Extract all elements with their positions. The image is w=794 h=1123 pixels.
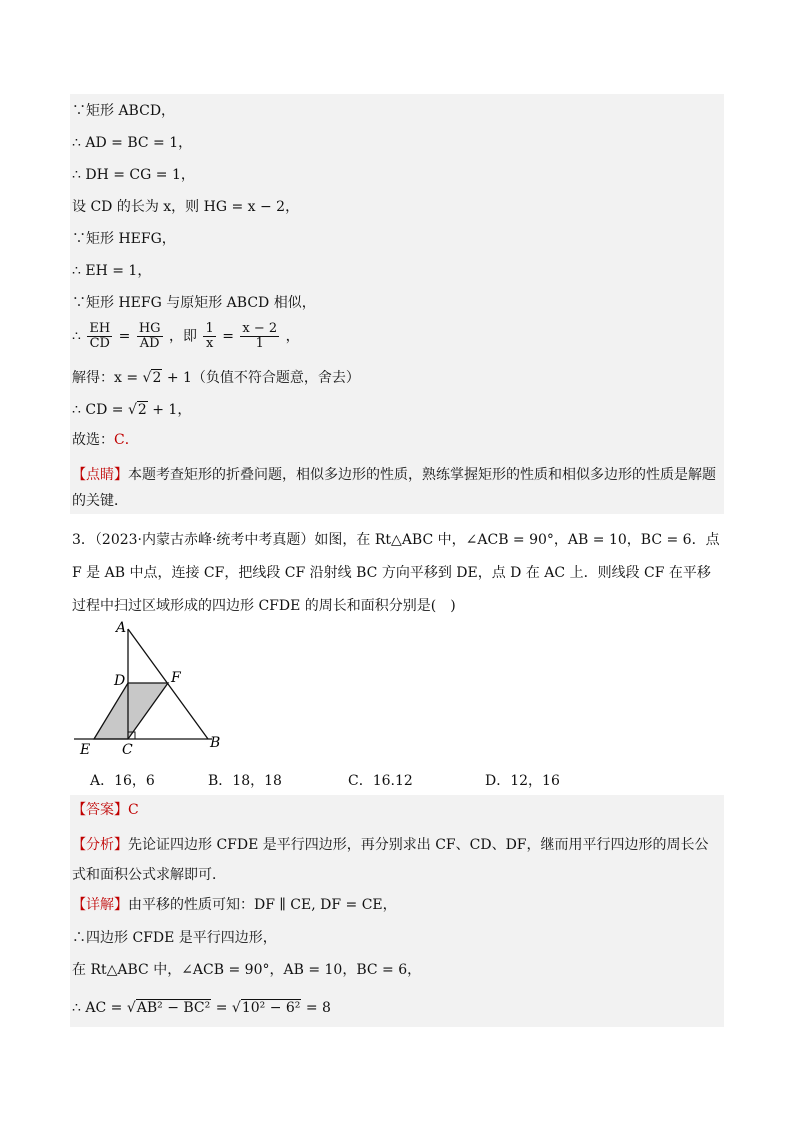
option-c[interactable]: C．16.12 bbox=[348, 773, 413, 789]
detail-tag: 【详解】 bbox=[72, 897, 128, 913]
fraction-1-x bbox=[203, 322, 215, 351]
step-line-3: ∴ DH = CG = 1， bbox=[72, 167, 195, 183]
equals-sign: = bbox=[211, 1000, 232, 1016]
sqrt-symbol: √ bbox=[126, 1000, 136, 1016]
solve-suffix: + 1（负值不符合题意，舍去） bbox=[162, 370, 360, 386]
detail-line-2: ∴四边形 CFDE 是平行四边形， bbox=[72, 930, 277, 946]
choice-prefix: 故选： bbox=[72, 432, 114, 448]
cd-result-line bbox=[72, 400, 191, 420]
answer-value: C bbox=[128, 802, 139, 818]
step-line-7: ∵矩形 HEFG 与原矩形 ABCD 相似， bbox=[72, 295, 316, 311]
cd-suffix: + 1， bbox=[147, 402, 192, 418]
answer-tag: 【答案】 bbox=[72, 802, 128, 818]
comment-tag: 【点睛】 bbox=[72, 467, 128, 483]
fraction-denominator: CD bbox=[89, 336, 110, 351]
label-e: E bbox=[80, 742, 91, 758]
solve-line bbox=[72, 368, 360, 388]
ac-result: = 8 bbox=[301, 1000, 331, 1016]
label-f: F bbox=[171, 670, 181, 686]
choice-line bbox=[72, 430, 139, 450]
fraction-numerator: 1 bbox=[205, 321, 214, 336]
sqrt-radicand: AB² − BC² bbox=[136, 1000, 211, 1016]
option-d[interactable]: D．12，16 bbox=[485, 773, 560, 789]
detail-line-4 bbox=[72, 998, 331, 1018]
label-c: C bbox=[122, 742, 133, 758]
fraction-numerator: EH bbox=[89, 321, 111, 336]
detail-line-1 bbox=[72, 895, 397, 915]
option-a[interactable]: A．16，6 bbox=[90, 773, 155, 789]
cd-prefix: ∴ CD = bbox=[72, 402, 128, 418]
fraction-denominator: x bbox=[205, 336, 214, 351]
fraction-x-2-1 bbox=[240, 322, 279, 351]
therefore-symbol: ∴ bbox=[72, 328, 81, 345]
analysis-paragraph bbox=[72, 830, 720, 890]
comment-text: 本题考查矩形的折叠问题，相似多边形的性质，熟练掌握矩形的性质和相似多边形的性质是解题的关键． bbox=[72, 467, 716, 509]
label-a: A bbox=[116, 620, 127, 636]
step-line-4: 设 CD 的长为 x，则 HG = x − 2， bbox=[72, 199, 300, 215]
ratio-connector: ，即 bbox=[169, 328, 198, 345]
sqrt-radicand: 2 bbox=[152, 370, 162, 386]
choice-answer: C． bbox=[114, 432, 139, 448]
detail-line-3: 在 Rt△ABC 中，∠ACB = 90°，AB = 10，BC = 6， bbox=[72, 962, 422, 978]
answer-line bbox=[72, 800, 139, 820]
fraction-numerator: HG bbox=[138, 321, 161, 336]
step-line-6: ∴ EH = 1， bbox=[72, 263, 152, 279]
geometry-figure bbox=[70, 615, 240, 760]
analysis-tag: 【分析】 bbox=[72, 837, 128, 853]
shaded-parallelogram bbox=[94, 683, 168, 739]
sqrt-radicand: 10² − 6² bbox=[241, 1000, 301, 1016]
label-b: B bbox=[210, 735, 221, 751]
question-3-text: 3．（2023·内蒙古赤峰·统考中考真题）如图，在 Rt△ABC 中，∠ACB = 90°，AB = 10，BC = 6．点 F 是 AB 中点，连接 CF，把线段 CF 沿射线 BC 方向平移到 DE，点 D 在 AC 上．则线段 CF 在平移过程中扫过区域形成的四边形 CFDE 的周长和面积分别是( ) bbox=[72, 532, 720, 614]
sqrt-symbol: √ bbox=[127, 402, 137, 418]
option-b[interactable]: B．18，18 bbox=[208, 773, 282, 789]
sqrt-radicand: 2 bbox=[137, 402, 147, 418]
detail-text-1: 由平移的性质可知：DF ∥ CE, DF = CE， bbox=[128, 897, 397, 913]
analysis-text: 先论证四边形 CFDE 是平行四边形，再分别求出 CF、CD、DF，继而用平行四边形的周长公式和面积公式求解即可． bbox=[72, 837, 709, 883]
fraction-denominator: AD bbox=[139, 336, 160, 351]
fraction-eh-cd bbox=[87, 322, 112, 351]
label-d: D bbox=[114, 673, 126, 689]
fraction-denominator: 1 bbox=[255, 336, 264, 351]
ac-prefix: ∴ AC = bbox=[72, 1000, 127, 1016]
step-line-2: ∴ AD = BC = 1， bbox=[72, 135, 193, 151]
sqrt-symbol: √ bbox=[142, 370, 152, 386]
sqrt-symbol: √ bbox=[231, 1000, 241, 1016]
fraction-numerator: x − 2 bbox=[242, 321, 278, 336]
fraction-hg-ad bbox=[137, 322, 163, 351]
step-line-5: ∵矩形 HEFG， bbox=[72, 231, 176, 247]
ratio-end: ， bbox=[285, 328, 300, 345]
ratio-equation: ∴ $\frac{EH}{CD}$ = $\frac{HG}{AD}$ ，即 $\frac{1}{x}$ = $\frac{x - 2}{1}$ ， bbox=[72, 321, 300, 351]
step-line-1: ∵矩形 ABCD， bbox=[72, 103, 176, 119]
solve-prefix: 解得：x = bbox=[72, 370, 143, 386]
comment-paragraph bbox=[72, 462, 720, 514]
